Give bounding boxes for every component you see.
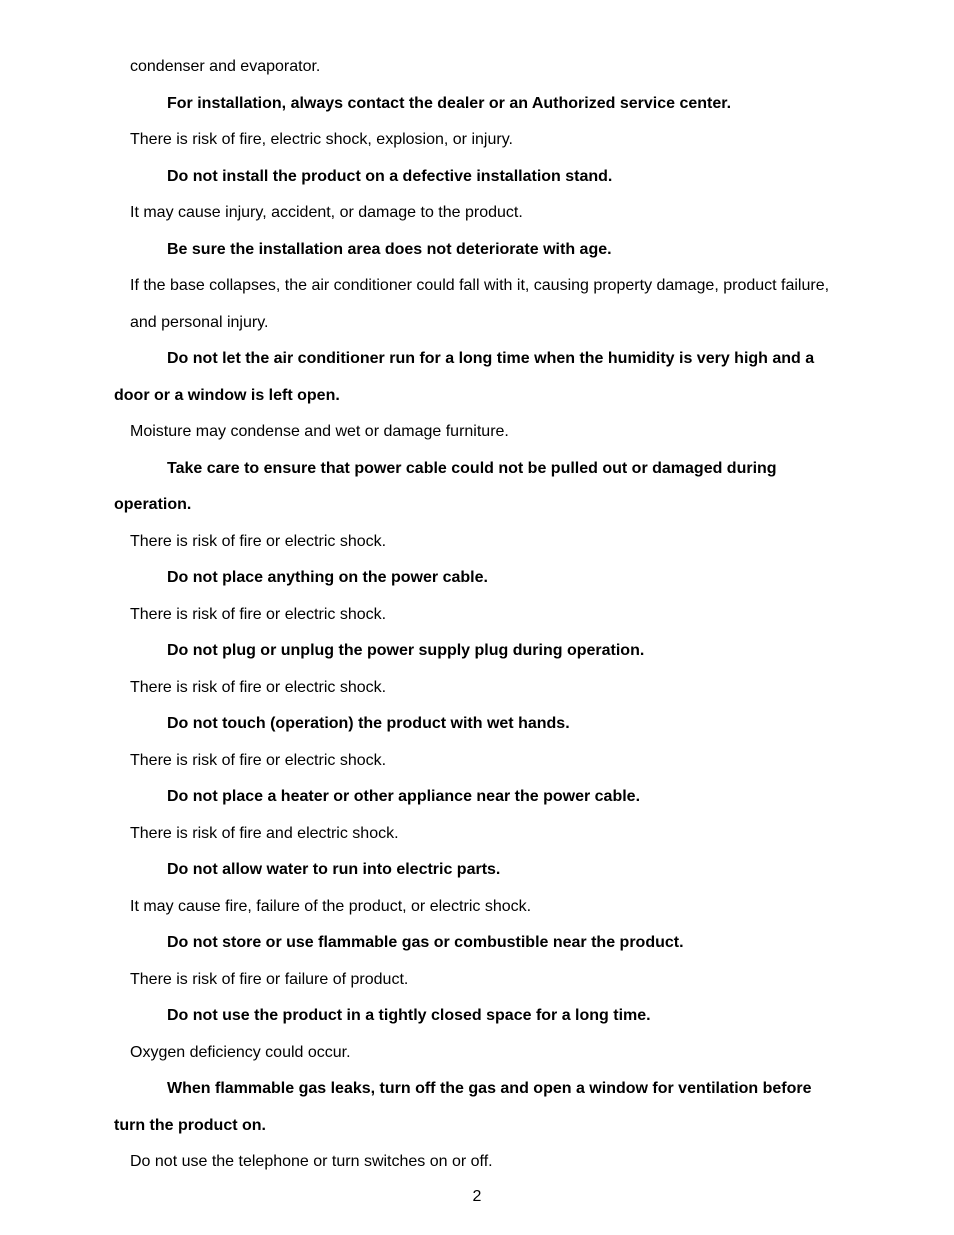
warning-heading: Do not install the product on a defective installation stand. xyxy=(167,168,613,185)
body-text: There is risk of fire or electric shock. xyxy=(130,679,387,696)
warning-heading: Be sure the installation area does not deteriorate with age. xyxy=(167,241,612,258)
page-number: 2 xyxy=(472,1188,482,1205)
warning-heading: Do not let the air conditioner run for a long time when the humidity is very high and a xyxy=(167,350,815,367)
warning-heading: Do not touch (operation) the product with wet hands. xyxy=(167,715,570,732)
body-text: It may cause injury, accident, or damage to the product. xyxy=(130,204,523,221)
warning-heading: When flammable gas leaks, turn off the gas and open a window for ventilation before xyxy=(167,1080,812,1097)
body-text: If the base collapses, the air conditioner could fall with it, causing property damage, product failure, xyxy=(130,277,830,294)
body-text: There is risk of fire or electric shock. xyxy=(130,752,387,769)
body-text: There is risk of fire or electric shock. xyxy=(130,533,387,550)
warning-heading: Do not allow water to run into electric parts. xyxy=(167,861,501,878)
body-text: condenser and evaporator. xyxy=(130,58,321,75)
warning-heading-continued: door or a window is left open. xyxy=(114,387,340,404)
warning-heading: For installation, always contact the dealer or an Authorized service center. xyxy=(167,95,732,112)
body-text: and personal injury. xyxy=(130,314,269,331)
warning-heading-continued: turn the product on. xyxy=(114,1117,266,1134)
warning-heading: Do not use the product in a tightly closed space for a long time. xyxy=(167,1007,651,1024)
body-text: There is risk of fire, electric shock, explosion, or injury. xyxy=(130,131,513,148)
body-text: Moisture may condense and wet or damage furniture. xyxy=(130,423,509,440)
warning-heading: Do not store or use flammable gas or combustible near the product. xyxy=(167,934,684,951)
warning-heading-continued: operation. xyxy=(114,496,192,513)
body-text: Oxygen deficiency could occur. xyxy=(130,1044,351,1061)
body-text: It may cause fire, failure of the product, or electric shock. xyxy=(130,898,532,915)
body-text: There is risk of fire and electric shock. xyxy=(130,825,399,842)
warning-heading: Do not place anything on the power cable. xyxy=(167,569,488,586)
body-text: There is risk of fire or failure of product. xyxy=(130,971,409,988)
body-text: There is risk of fire or electric shock. xyxy=(130,606,387,623)
warning-heading: Do not place a heater or other appliance near the power cable. xyxy=(167,788,641,805)
body-text: Do not use the telephone or turn switches on or off. xyxy=(130,1153,493,1170)
warning-heading: Do not plug or unplug the power supply plug during operation. xyxy=(167,642,645,659)
warning-heading: Take care to ensure that power cable could not be pulled out or damaged during xyxy=(167,460,777,477)
